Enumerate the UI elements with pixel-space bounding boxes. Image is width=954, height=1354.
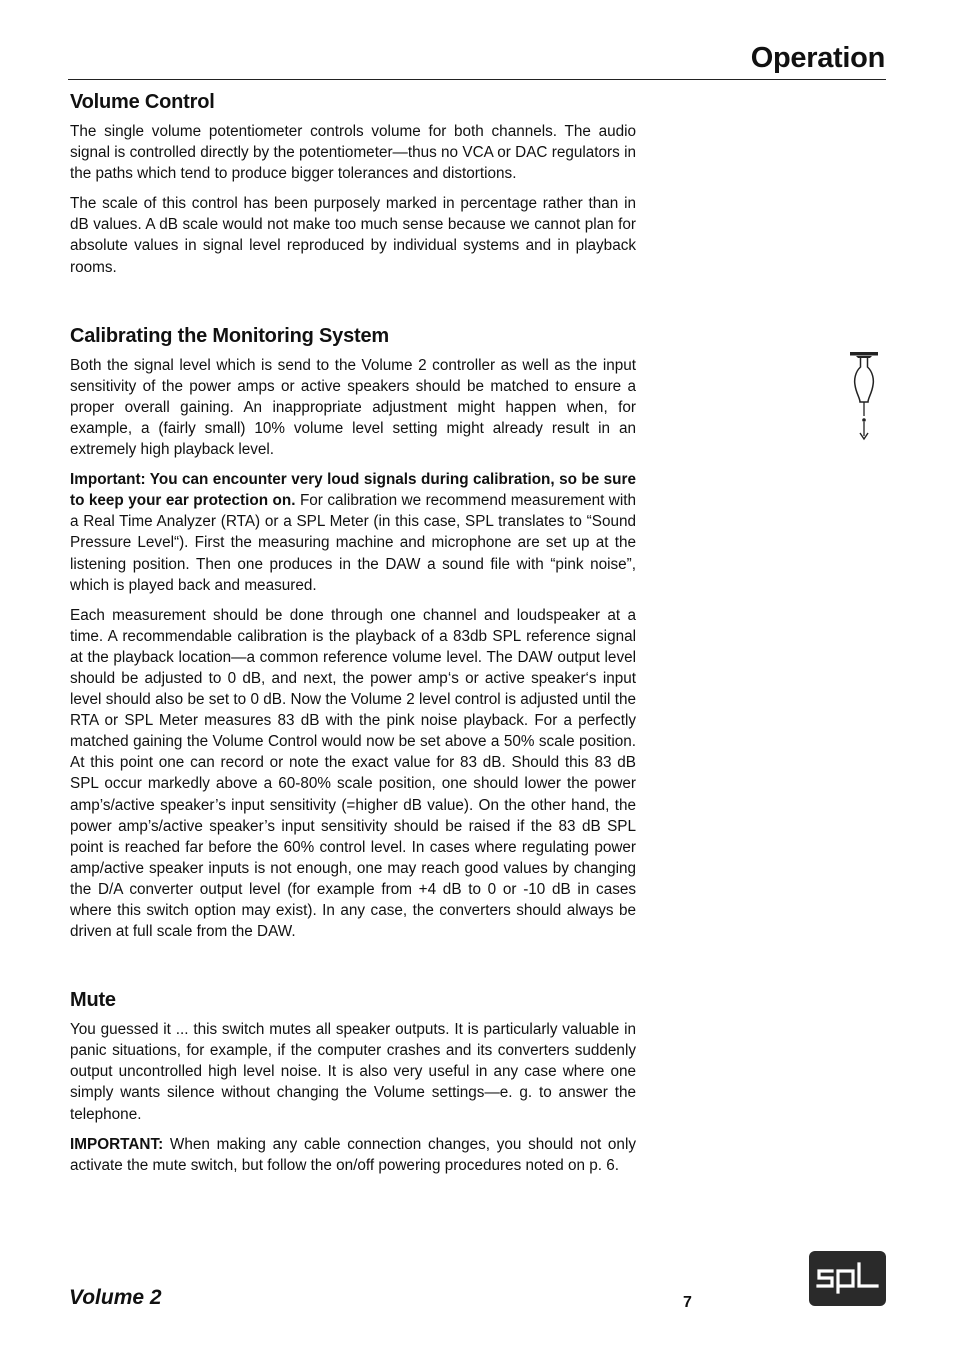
page-number: 7	[683, 1294, 692, 1311]
mute-paragraph-1: You guessed it ... this switch mutes all speaker outputs. It is particularly valuable in panic situations, for example, if the computer crashes and its converters suddenly output uncontrolled high level noise. It is also very useful in any case where one simply wants silence without changing the Volume settings—e. g. to answer the telephone.	[70, 1021, 636, 1123]
calibrating-paragraph-2	[70, 469, 636, 596]
mute-paragraph-2	[70, 1134, 636, 1176]
calibrating-paragraph-1: Both the signal level which is send to the Volume 2 controller as well as the input sensitivity of the power amps or active speakers should be matched to ensure a proper overall gaining. An inappropriate adjustment might happen when, for example, a (fairly small) 10% volume level setting might already result in an extremely high playback level.	[70, 356, 636, 459]
volume-control-paragraph-2: The scale of this control has been purposely marked in percentage rather than in dB values. A dB scale would not make too much sense because we cannot plan for absolute values in signal level reproduced by individual systems and in playback rooms.	[70, 195, 636, 276]
section-calibrating	[70, 322, 636, 943]
volume-control-paragraph-1: The single volume potentiometer controls volume for both channels. The audio signal is controlled directly by the potentiometer—thus no VCA or DAC regulators in the paths which tend to produce bigger tolerances and distortions.	[70, 123, 636, 183]
section-mute	[70, 986, 636, 1176]
heading-volume-control: Volume Control	[70, 91, 215, 113]
main-content	[70, 88, 636, 1176]
calibrating-paragraph-3: Each measurement should be done through one channel and loudspeaker at a time. A recommendable calibration is the playback of a 83db SPL reference signal at the playback location—a common reference volume level. The DAW output level should be adjusted to 0 dB, and next, the power amp‘s or active speaker‘s input level should also be set to 0 dB. Now the Volume 2 level control is adjusted until the RTA or SPL Meter measures 83 dB with the pink noise playback. For a perfectly matched gaining the Volume Control would now be set above a 50% scale position. At this point one can record or note the exact value for 83 dB. Should this 83 dB SPL occur markedly above a 60-80% scale position, one should lower the power amp’s/active speaker’s input sensitivity (=higher dB value). On the other hand, the power amp’s/active speaker’s input sensitivity should be raised if the 83 dB SPL point is reached far before the 60% control level. In cases where regulating power amp/active speaker inputs is not enough, one may reach good values by changing the D/A converter output level (for example from +4 dB to 0 or -10 dB in cases where this switch option may exist). In any case, the converters should always be driven at full scale from the DAW.	[70, 606, 636, 941]
light-bulb-icon	[846, 350, 882, 449]
product-name: Volume 2	[69, 1286, 162, 1309]
section-volume-control	[70, 88, 636, 278]
title-divider	[68, 79, 886, 80]
heading-mute: Mute	[70, 989, 116, 1012]
calibrating-paragraph-2-text: For calibration we recommend measurement with a Real Time Analyzer (RTA) or a SPL Meter (in this case, SPL translates to “Sound Pressure Level“). First the measuring machine and microphone are set up at the listening position. Then one produces in the DAW a sound file with “pink noise”, which is played back and measured.	[70, 492, 637, 594]
calibrating-warning: Important: You can encounter very loud signals during calibration, so be sure to keep your ear protection on.	[70, 471, 636, 510]
mute-important-label: IMPORTANT:	[70, 1135, 164, 1153]
page-title: Operation	[750, 42, 885, 74]
mute-paragraph-2-text: When making any cable connection changes, you should not only activate the mute switch, but follow the on/off powering procedures noted on p. 6.	[70, 1135, 636, 1174]
spl-logo	[809, 1251, 886, 1306]
heading-calibrating: Calibrating the Monitoring System	[70, 324, 389, 347]
